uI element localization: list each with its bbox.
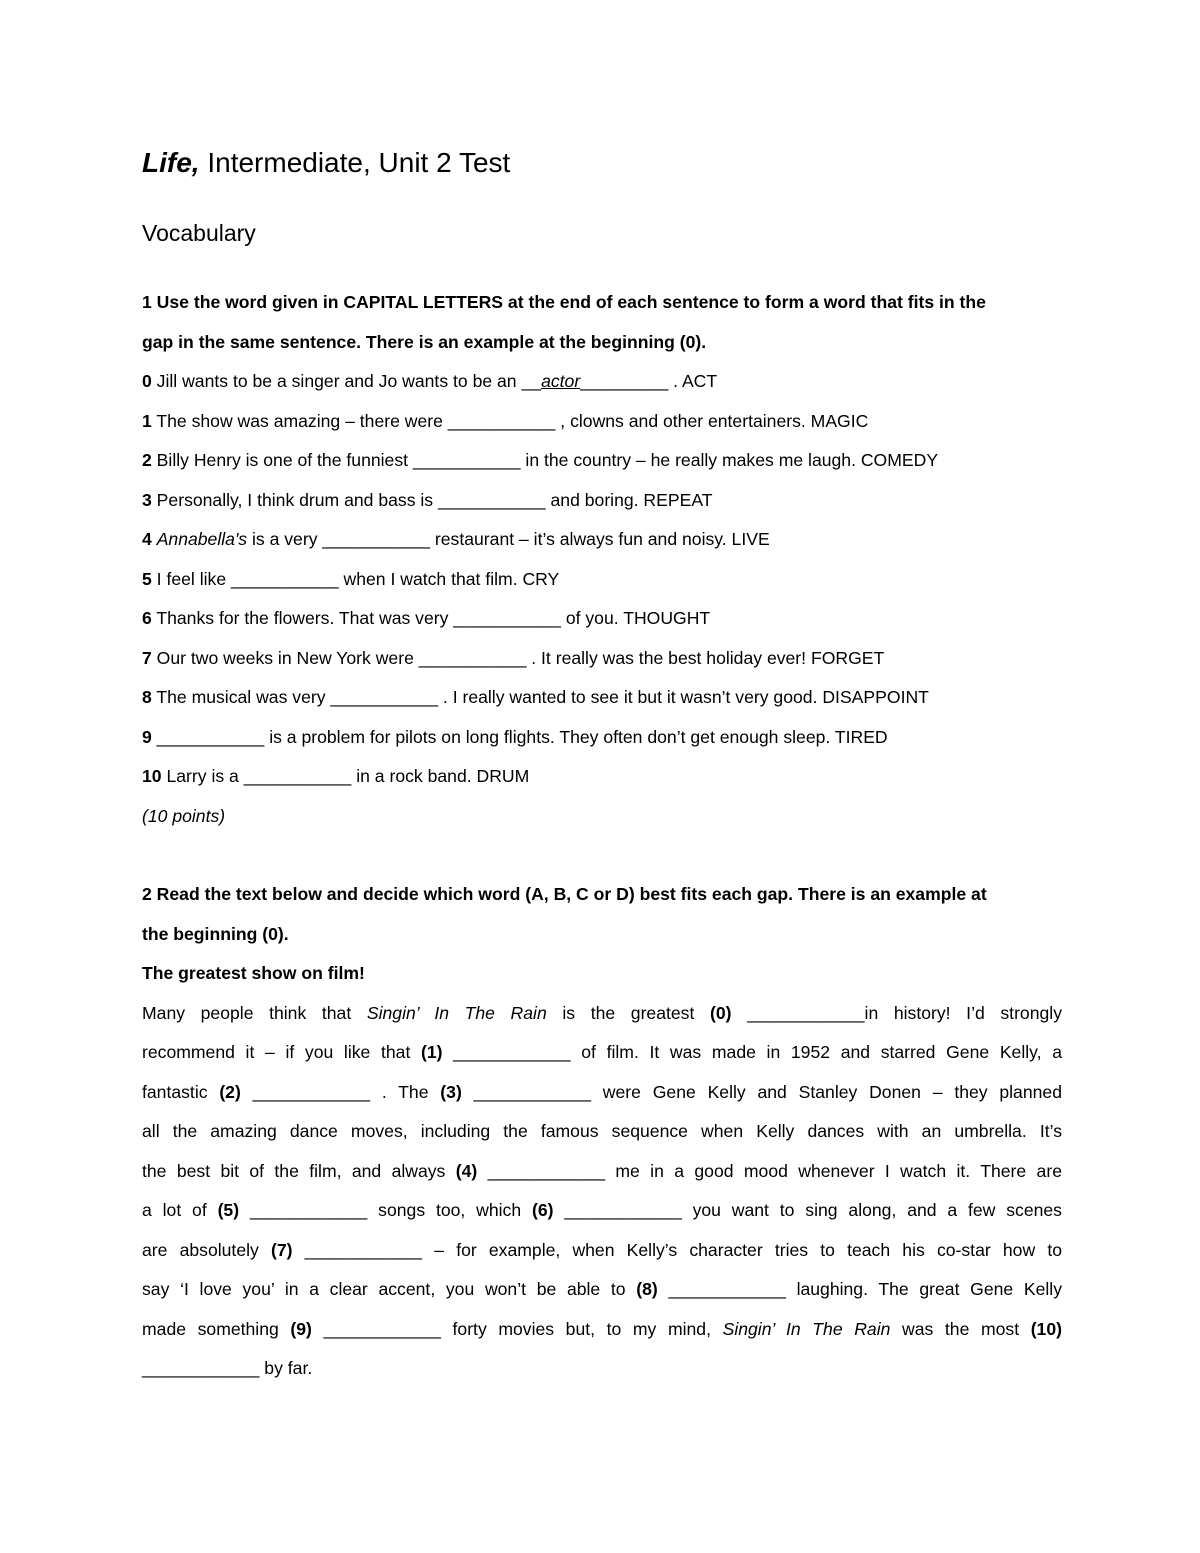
ex1-instruction-line-1: 1 Use the word given in CAPITAL LETTERS at the end of each sentence to form a word that fits in the <box>142 292 986 312</box>
item-italic: Annabella's <box>156 529 248 549</box>
ex2-instruction-line-2: the beginning (0). <box>142 923 289 944</box>
ex2-text-heading: The greatest show on film! <box>142 963 365 983</box>
ex1-example <box>142 362 1062 402</box>
item-text: ___________ is a problem for pilots on long flights. They often don’t get enough sleep. TIRED <box>151 726 888 747</box>
item-number: 6 <box>142 608 152 628</box>
example-number: 0 <box>142 371 152 391</box>
ex2-passage <box>142 994 1062 1389</box>
passage-line: a lot of (5) ____________ songs too, which (6) ____________ you want to sing along, and a few scenes <box>142 1200 1062 1220</box>
list-item <box>142 560 1062 600</box>
passage-line: the best bit of the film, and always (4) ____________ me in a good mood whenever I watch it. There are <box>142 1160 1062 1181</box>
passage-line: made something (9) ____________ forty movies but, to my mind, Singin’ In The Rain was the most (10) <box>142 1318 1062 1339</box>
item-number: 2 <box>142 450 152 470</box>
list-item <box>142 520 1062 560</box>
passage-line: all the amazing dance moves, including the famous sequence when Kelly dances with an umbrella. It’s <box>142 1121 1062 1141</box>
item-number: 10 <box>142 766 162 786</box>
ex2-instruction-line-1: 2 Read the text below and decide which word (A, B, C or D) best fits each gap. There is an example at <box>142 884 987 904</box>
page-title <box>142 140 1062 186</box>
item-text: Billy Henry is one of the funniest ___________ in the country – he really makes me laugh. COMEDY <box>151 450 939 470</box>
ex1-points: (10 points) <box>142 805 226 826</box>
example-post: _________ . ACT <box>580 371 718 391</box>
item-text: The musical was very ___________ . I really wanted to see it but it wasn’t very good. DISAPPOINT <box>151 687 929 707</box>
item-number: 1 <box>142 410 152 431</box>
list-item <box>142 441 1062 481</box>
list-item <box>142 757 1062 797</box>
ex1-instruction-line-2: gap in the same sentence. There is an example at the beginning (0). <box>142 331 707 352</box>
list-item <box>142 678 1062 718</box>
passage-line: are absolutely (7) ____________ – for example, when Kelly’s character tries to teach his co-star how to <box>142 1239 1062 1260</box>
item-number: 4 <box>142 529 152 549</box>
example-answer: actor <box>541 371 581 391</box>
document-content <box>142 140 1062 1378</box>
item-text: Larry is a ___________ in a rock band. DRUM <box>161 766 530 786</box>
passage-line: recommend it – if you like that (1) ____________ of film. It was made in 1952 and starred Gene Kelly, a <box>142 1042 1062 1062</box>
item-text: is a very ___________ restaurant – it’s always fun and noisy. LIVE <box>247 529 770 549</box>
list-item <box>142 481 1062 521</box>
passage-line: fantastic (2) ____________ . The (3) ____________ were Gene Kelly and Stanley Donen – they planned <box>142 1081 1062 1102</box>
item-number: 9 <box>142 726 152 747</box>
item-text: The show was amazing – there were ___________ , clowns and other entertainers. MAGIC <box>151 410 869 431</box>
example-pre: Jill wants to be a singer and Jo wants to be an __ <box>151 371 542 391</box>
ex1-item-list <box>142 402 1062 797</box>
item-text: I feel like ___________ when I watch that film. CRY <box>151 568 560 589</box>
title-italic: Life, <box>142 147 200 178</box>
item-text: Thanks for the flowers. That was very ___________ of you. THOUGHT <box>151 608 711 628</box>
item-number: 7 <box>142 647 152 668</box>
item-number: 8 <box>142 687 152 707</box>
passage-line: Many people think that Singin’ In The Rain is the greatest (0) ____________in history! I’d strongly <box>142 1002 1062 1023</box>
list-item <box>142 402 1062 442</box>
exercise-2 <box>142 875 1062 1389</box>
item-text: Personally, I think drum and bass is ___________ and boring. REPEAT <box>151 489 713 510</box>
list-item <box>142 718 1062 758</box>
item-number: 3 <box>142 489 152 510</box>
item-number: 5 <box>142 568 152 589</box>
title-rest: Intermediate, Unit 2 Test <box>199 147 511 178</box>
passage-line: ____________ by far. <box>142 1358 313 1378</box>
section-heading: Vocabulary <box>142 220 256 246</box>
passage-line: say ‘I love you’ in a clear accent, you won’t be able to (8) ____________ laughing. The great Gene Kelly <box>142 1279 1062 1299</box>
list-item <box>142 599 1062 639</box>
item-text: Our two weeks in New York were ___________ . It really was the best holiday ever! FORGET <box>151 647 885 668</box>
list-item <box>142 639 1062 679</box>
exercise-1 <box>142 283 1062 836</box>
